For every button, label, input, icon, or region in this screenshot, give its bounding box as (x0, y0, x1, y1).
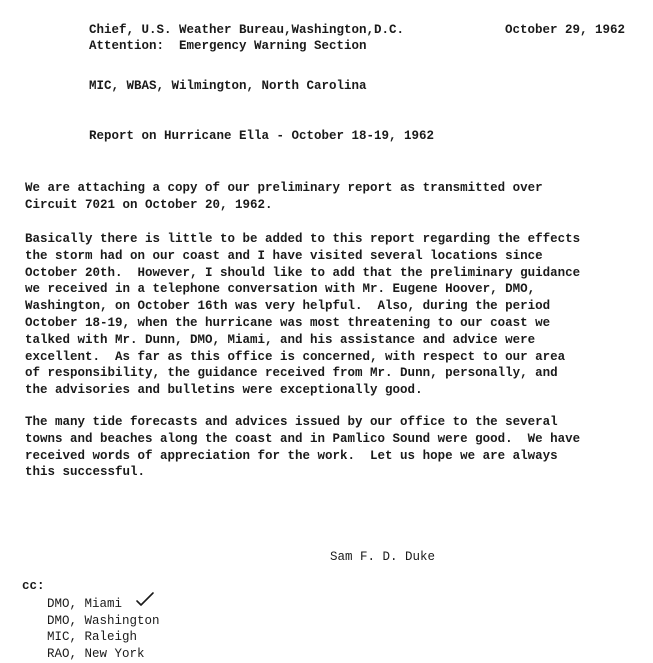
paragraph-2-line: the storm had on our coast and I have visited several locations since (25, 248, 543, 263)
sender-line: MIC, WBAS, Wilmington, North Carolina (89, 79, 367, 93)
paragraph-2-line: October 18-19, when the hurricane was most threatening to our coast we (25, 315, 551, 330)
paragraph-1 (25, 180, 650, 214)
cc-recipient: RAO, New York (47, 647, 145, 661)
paragraph-2-line: we received in a telephone conversation with Mr. Eugene Hoover, DMO, (25, 282, 536, 297)
cc-label: cc: (22, 579, 45, 593)
paragraph-2-line: of responsibility, the guidance received from Mr. Dunn, personally, and (25, 366, 558, 381)
paragraph-1-line: Circuit 7021 on October 20, 1962. (25, 197, 273, 212)
checkmark-icon (135, 591, 155, 607)
paragraph-2-line: the advisories and bulletins were exceptionally good. (25, 383, 423, 398)
paragraph-3-line: this successful. (25, 465, 146, 480)
paragraph-2-line: Basically there is little to be added to this report regarding the effects (25, 232, 581, 246)
paragraph-2-line: Washington, on October 16th was very helpful. Also, during the period (25, 299, 551, 314)
paragraph-2 (25, 231, 650, 399)
subject-line: Report on Hurricane Ella - October 18-19, 1962 (89, 129, 435, 143)
signature-name: Sam F. D. Duke (330, 550, 436, 564)
addressee-line-2: Attention: Emergency Warning Section (89, 39, 367, 53)
paragraph-3-line: received words of appreciation for the work. Let us hope we are always (25, 448, 558, 463)
paragraph-3 (25, 414, 650, 481)
paragraph-3-line: The many tide forecasts and advices issued by our office to the several (25, 415, 558, 429)
cc-recipient: DMO, Miami (47, 597, 123, 611)
cc-recipient: MIC, Raleigh (47, 630, 138, 644)
addressee-line-1: Chief, U.S. Weather Bureau,Washington,D.C. (89, 23, 405, 37)
letter-date: October 29, 1962 (505, 23, 626, 37)
paragraph-2-line: October 20th. However, I should like to add that the preliminary guidance (25, 265, 581, 280)
paragraph-1-line: We are attaching a copy of our preliminary report as transmitted over (25, 181, 543, 195)
paragraph-2-line: talked with Mr. Dunn, DMO, Miami, and his assistance and advice were (25, 332, 536, 347)
cc-recipient: DMO, Washington (47, 614, 160, 628)
paragraph-3-line: towns and beaches along the coast and in Pamlico Sound were good. We have (25, 431, 581, 446)
paragraph-2-line: excellent. As far as this office is concerned, with respect to our area (25, 349, 566, 364)
